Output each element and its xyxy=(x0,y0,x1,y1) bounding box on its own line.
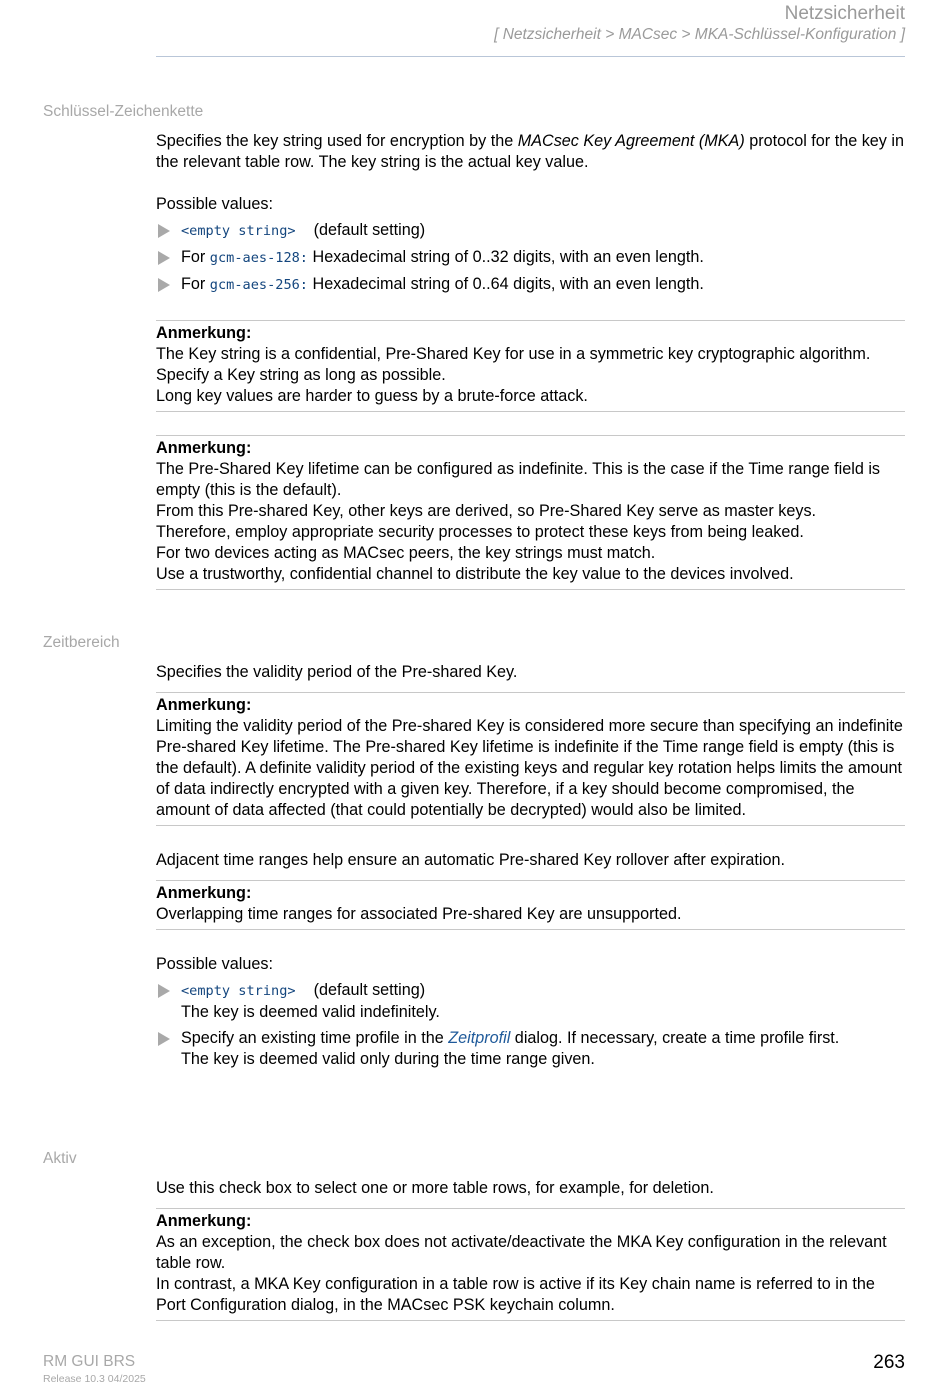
note-text: Overlapping time ranges for associated Pre-shared Key are unsupported. xyxy=(156,905,682,923)
section-key-string xyxy=(156,131,905,590)
note-label: Anmerkung: xyxy=(156,439,252,457)
bullet-triangle-icon xyxy=(158,224,170,238)
note-line: The Pre-Shared Key lifetime can be configured as indefinite. This is the case if the Time range field is empty (this is the default). xyxy=(156,460,881,499)
time-range-description: Specifies the validity period of the Pre-shared Key. xyxy=(156,663,518,681)
possible-values-heading: Possible values: xyxy=(156,955,273,973)
note-label: Anmerkung: xyxy=(156,324,252,342)
page-number: 263 xyxy=(873,1352,905,1373)
note-line: Long key values are harder to guess by a brute-force attack. xyxy=(156,387,588,405)
bullet-triangle-icon xyxy=(158,984,170,998)
note-label: Anmerkung: xyxy=(156,696,252,714)
list-item: For gcm-aes-128: Hexadecimal string of 0..32 digits, with an even length. xyxy=(156,247,905,269)
bullet-triangle-icon xyxy=(158,1032,170,1046)
key-string-description: Specifies the key string used for encryption by the MACsec Key Agreement (MKA) protocol for the key in the relevant table row. The key string is the actual key value. xyxy=(156,132,904,171)
section-label-time-range: Zeitbereich xyxy=(43,634,120,651)
possible-values-heading: Possible values: xyxy=(156,195,273,213)
note-label: Anmerkung: xyxy=(156,1212,252,1230)
note-box xyxy=(156,320,905,412)
chapter-title: Netzsicherheit xyxy=(784,3,905,24)
note-line: The Key string is a confidential, Pre-Shared Key for use in a symmetric key cryptographic algorithm. xyxy=(156,345,871,363)
note-text: Limiting the validity period of the Pre-shared Key is considered more secure than specifying an indefinite Pre-shared Key lifetime. The Pre-shared Key lifetime is indefinite if the Time range field is empty (this is the default). A definite validity period of the existing keys and regular key rotation helps limits the amount of data indirectly encrypted with a given key. Therefore, if a key should become compromised, the amount of data affected (that could potentially be decrypted) would also be limited. xyxy=(156,717,903,819)
section-active xyxy=(156,1178,905,1321)
list-item: For gcm-aes-256: Hexadecimal string of 0..64 digits, with an even length. xyxy=(156,274,905,296)
note-line: As an exception, the check box does not activate/deactivate the MKA Key configuration in the relevant table row. xyxy=(156,1233,887,1272)
note-line: Therefore, employ appropriate security processes to protect these keys from being leaked. xyxy=(156,523,804,541)
section-label-active: Aktiv xyxy=(43,1150,77,1167)
adjacent-ranges-text: Adjacent time ranges help ensure an automatic Pre-shared Key rollover after expiration. xyxy=(156,851,785,869)
breadcrumb: [ Netzsicherheit > MACsec > MKA-Schlüssel-Konfiguration ] xyxy=(494,26,905,43)
header-divider xyxy=(156,56,905,57)
bullet-triangle-icon xyxy=(158,251,170,265)
time-profile-link[interactable]: Zeitprofil xyxy=(448,1029,511,1047)
note-line: In contrast, a MKA Key configuration in a table row is active if its Key chain name is referred to in the Port Configuration dialog, in the MACsec PSK keychain column. xyxy=(156,1275,875,1314)
note-box xyxy=(156,880,905,930)
footer-doc-name: RM GUI BRS xyxy=(43,1353,136,1370)
note-line: Use a trustworthy, confidential channel to distribute the key value to the devices involved. xyxy=(156,565,794,583)
note-box xyxy=(156,692,905,826)
section-time-range xyxy=(156,662,905,1075)
bullet-triangle-icon xyxy=(158,278,170,292)
note-label: Anmerkung: xyxy=(156,884,252,902)
list-item: <empty string> (default setting) xyxy=(156,220,905,242)
note-box xyxy=(156,1208,905,1321)
active-description: Use this check box to select one or more table rows, for example, for deletion. xyxy=(156,1179,714,1197)
list-item: Specify an existing time profile in the Zeitprofil dialog. If necessary, create a time profile first. The key is deemed valid only during the time range given. xyxy=(156,1028,905,1070)
section-label-key-string: Schlüssel-Zeichenkette xyxy=(43,103,204,120)
note-line: From this Pre-shared Key, other keys are derived, so Pre-Shared Key serve as master keys. xyxy=(156,502,817,520)
note-line: Specify a Key string as long as possible. xyxy=(156,366,446,384)
list-item: <empty string> (default setting) The key is deemed valid indefinitely. xyxy=(156,980,905,1023)
note-box xyxy=(156,435,905,590)
footer-release: Release 10.3 04/2025 xyxy=(43,1373,146,1385)
note-line: For two devices acting as MACsec peers, the key strings must match. xyxy=(156,544,656,562)
